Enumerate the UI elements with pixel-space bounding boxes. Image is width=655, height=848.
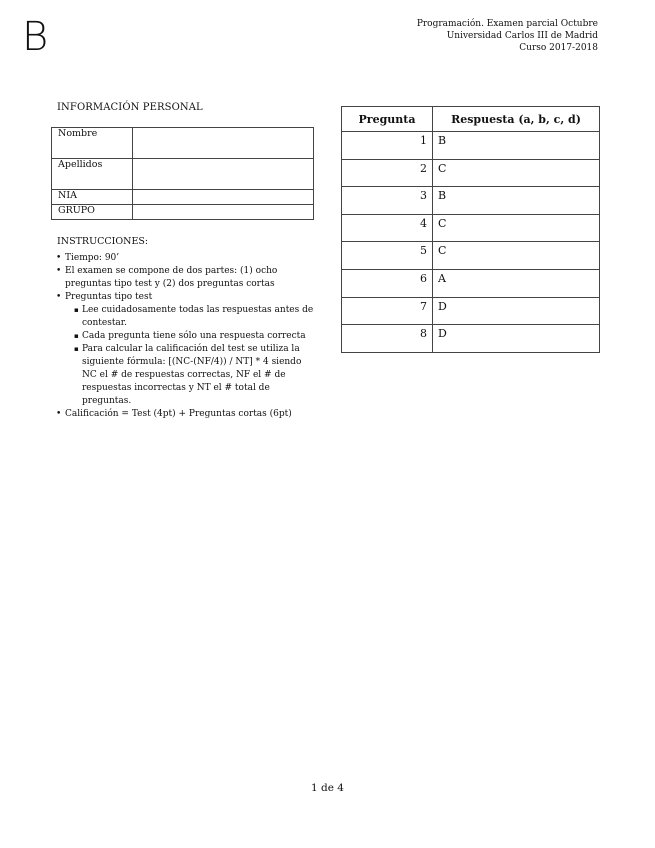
answer-cell[interactable]: D <box>433 325 600 353</box>
list-item: ▪ Para calcular la calificación del test se utiliza la siguiente fórmula: [(NC-(NF/4)) / NT] * 4 siendo NC el # de respuestas correctas, NF el # de respuestas incorrectas y NT el # total de preguntas. <box>65 343 316 408</box>
field-label-nombre: Nombre <box>52 128 133 159</box>
field-value-apellidos[interactable] <box>133 159 314 190</box>
list-item: ▪ Cada pregunta tiene sólo una respuesta correcta <box>65 330 316 343</box>
field-label-apellidos: Apellidos <box>52 159 133 190</box>
table-row <box>52 205 314 220</box>
table-row <box>342 297 600 325</box>
answer-table-header <box>342 107 600 132</box>
field-label-grupo: GRUPO <box>52 205 133 220</box>
answer-cell[interactable]: A <box>433 269 600 297</box>
question-number: 6 <box>342 269 433 297</box>
field-label-nia: NIA <box>52 190 133 205</box>
answer-table <box>341 106 600 353</box>
table-row <box>342 187 600 215</box>
question-number: 1 <box>342 132 433 160</box>
table-row <box>342 269 600 297</box>
table-row <box>342 325 600 353</box>
answer-cell[interactable]: B <box>433 187 600 215</box>
instruction-grading: • Calificación = Test (4pt) + Preguntas cortas (6pt) <box>56 408 316 421</box>
answer-cell[interactable]: C <box>433 159 600 187</box>
instruction-time: • Tiempo: 90’ <box>56 252 316 265</box>
column-header-question: Pregunta <box>342 107 433 132</box>
personal-info-title: INFORMACIÓN PERSONAL <box>57 102 203 113</box>
question-number: 7 <box>342 297 433 325</box>
answer-cell[interactable]: C <box>433 242 600 270</box>
document-header <box>417 18 598 54</box>
question-number: 5 <box>342 242 433 270</box>
instructions-title: INSTRUCCIONES: <box>57 236 149 247</box>
personal-info-table <box>51 127 314 220</box>
answer-cell[interactable]: D <box>433 297 600 325</box>
answer-cell[interactable]: C <box>433 214 600 242</box>
list-item: ▪ Lee cuidadosamente todas las respuestas antes de contestar. <box>65 304 316 330</box>
question-number: 3 <box>342 187 433 215</box>
field-value-nia[interactable] <box>133 190 314 205</box>
field-value-grupo[interactable] <box>133 205 314 220</box>
header-course-line: Programación. Examen parcial Octubre <box>416 19 598 29</box>
header-university-line: Universidad Carlos III de Madrid <box>446 31 598 41</box>
question-number: 4 <box>342 214 433 242</box>
question-number: 2 <box>342 159 433 187</box>
table-row <box>342 214 600 242</box>
header-year-line: Curso 2017-2018 <box>519 43 598 53</box>
instruction-composition: • El examen se compone de dos partes: (1) ocho preguntas tipo test y (2) dos preguntas cortas <box>56 265 316 291</box>
instruction-test-title: Preguntas tipo test <box>65 292 153 302</box>
page-number: 1 de 4 <box>311 782 344 794</box>
exam-version-letter: B <box>22 14 49 60</box>
table-row <box>342 159 600 187</box>
instructions-list <box>56 252 316 421</box>
table-row <box>52 128 314 159</box>
field-value-nombre[interactable] <box>133 128 314 159</box>
table-row <box>52 159 314 190</box>
test-instructions-sublist <box>65 304 316 408</box>
table-row <box>342 242 600 270</box>
question-number: 8 <box>342 325 433 353</box>
answer-cell[interactable]: B <box>433 132 600 160</box>
column-header-answer: Respuesta (a, b, c, d) <box>433 107 600 132</box>
instruction-test-group <box>56 291 316 408</box>
table-row <box>52 190 314 205</box>
table-row <box>342 132 600 160</box>
